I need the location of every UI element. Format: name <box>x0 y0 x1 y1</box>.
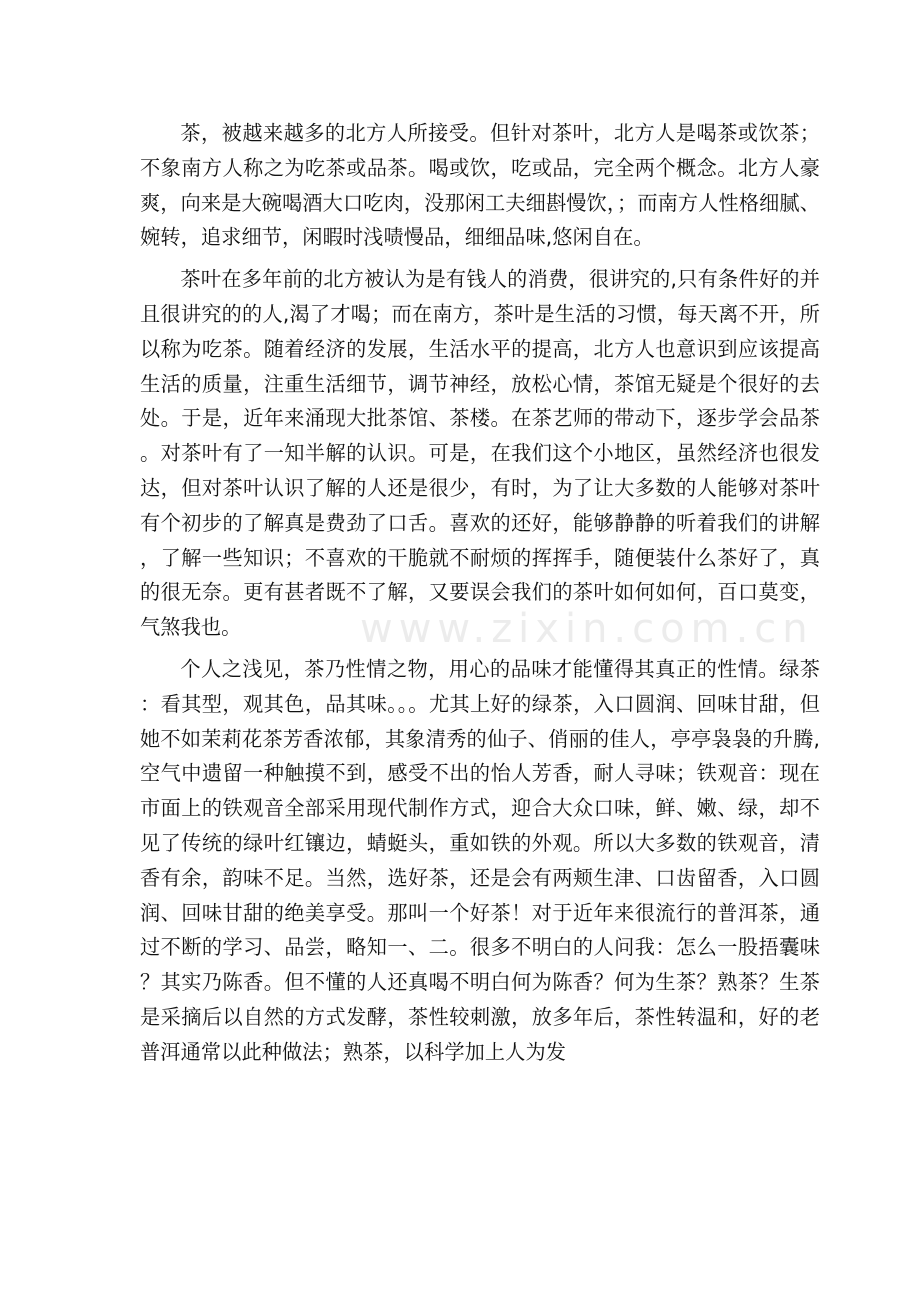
watermark: www.zixin.com.cn <box>360 606 814 652</box>
paragraph-3: 个人之浅见，茶乃性情之物，用心的品味才能懂得其真正的性情。绿茶：看其型，观其色，品其味。。。尤其上好的绿茶，入口圆润、回味甘甜，但她不如茉莉花茶芳香浓郁，其象清秀的仙子、俏丽的佳人，亭亭袅袅的升腾,空气中遗留一种触摸不到，感受不出的怡人芳香，耐人寻味；铁观音：现在市面上的铁观音全部采用现代制作方式，迎合大众口味，鲜、嫩、绿，却不见了传统的绿叶红镶边，蜻蜓头，重如铁的外观。所以大多数的铁观音，清香有余，韵味不足。当然，选好茶，还是会有两颊生津、口齿留香，入口圆润、回味甘甜的绝美享受。那叫一个好茶！对于近年来很流行的普洱茶，通过不断的学习、品尝，略知一、二。很多不明白的人问我：怎么一股捂囊味？其实乃陈香。但不懂的人还真喝不明白何为陈香？何为生茶？熟茶？生茶是采摘后以自然的方式发酵，茶性较刺激，放多年后，茶性转温和，好的老普洱通常以此种做法；熟茶，以科学加上人为发 <box>140 656 820 1064</box>
paragraph-1: 茶，被越来越多的北方人所接受。但针对茶叶，北方人是喝茶或饮茶；不象南方人称之为吃茶或品茶。喝或饮，吃或品，完全两个概念。北方人豪爽，向来是大碗喝酒大口吃肉，没那闲工夫细斟慢饮，；而南方人性格细腻、婉转，追求细节，闲暇时浅啧慢品，细细品味,悠闲自在。 <box>140 121 820 250</box>
paragraph-2: 茶叶在多年前的北方被认为是有钱人的消费，很讲究的,只有条件好的并且很讲究的的人,渴了才喝；而在南方，茶叶是生活的习惯，每天离不开，所以称为吃茶。随着经济的发展，生活水平的提高，北方人也意识到应该提高生活的质量，注重生活细节，调节神经，放松心情，茶馆无疑是个很好的去处。于是，近年来涌现大批茶馆、茶楼。在茶艺师的带动下，逐步学会品茶。对茶叶有了一知半解的认识。可是，在我们这个小地区，虽然经济也很发达，但对茶叶认识了解的人还是很少，有时，为了让大多数的人能够对茶叶有个初步的了解真是费劲了口舌。喜欢的还好，能够静静的听着我们的讲解，了解一些知识；不喜欢的干脆就不耐烦的挥挥手，随便装什么茶好了，真的很无奈。更有甚者既不了解，又要误会我们的茶叶如何如何，百口莫变，气煞我也。 <box>140 267 820 640</box>
document-body <box>140 116 820 1077</box>
